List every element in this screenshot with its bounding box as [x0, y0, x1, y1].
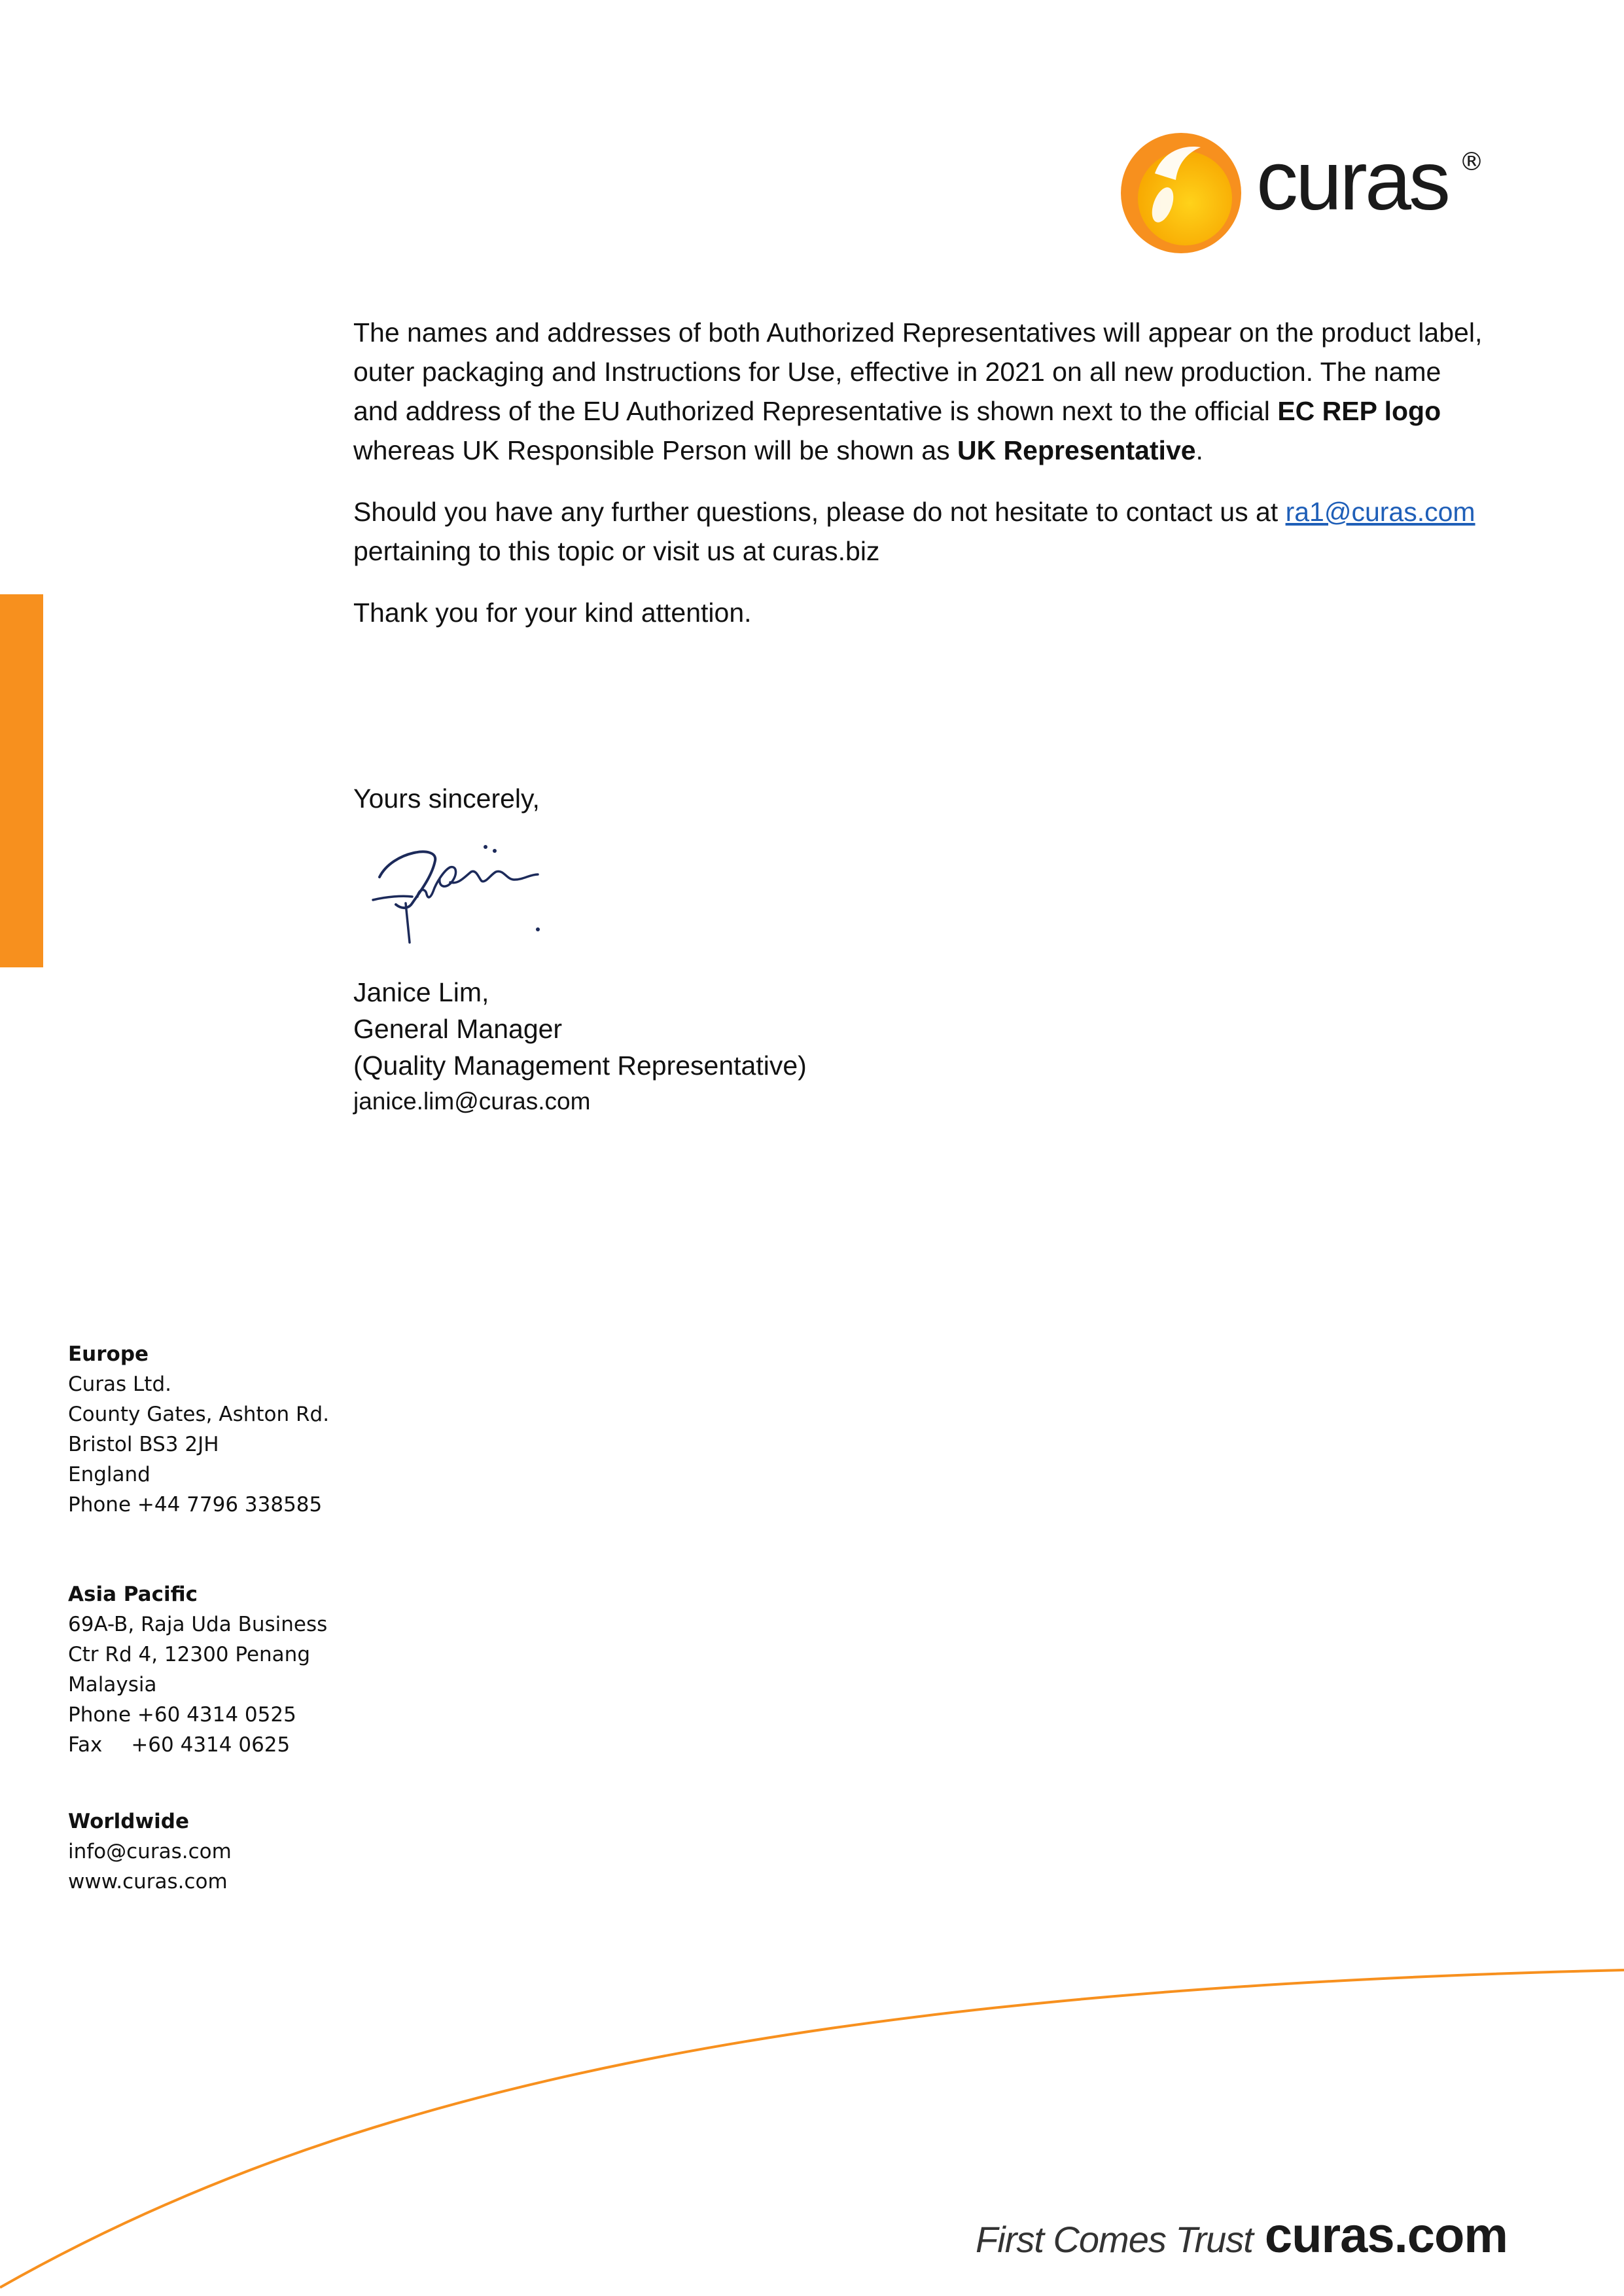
paragraph-representatives: [353, 313, 1492, 470]
address-heading: Europe: [68, 1342, 149, 1366]
p1-text-a: The names and addresses of both Authorized Representatives will appear on the product label, outer packaging and Instructions for Use, effective in 2021 on all new production. The name and address of the EU Authorized Representative is shown next to the official: [353, 317, 1483, 426]
p2-text-b: pertaining to this topic or visit us at curas.biz: [353, 536, 880, 566]
p2-text-a: Should you have any further questions, please do not hesitate to contact us at: [353, 497, 1286, 527]
signatory-email[interactable]: janice.lim@curas.com: [353, 1088, 591, 1115]
ec-rep-logo-bold: EC REP logo: [1277, 396, 1441, 426]
address-worldwide: [68, 1806, 232, 1897]
phone-line: Phone +60 4314 0525: [68, 1703, 296, 1727]
address-line: Ctr Rd 4, 12300 Penang: [68, 1643, 311, 1666]
paragraph-thanks: Thank you for your kind attention.: [353, 598, 752, 628]
paragraph-contact: [353, 492, 1492, 571]
curas-logo: [1116, 128, 1495, 259]
address-europe: [68, 1339, 329, 1520]
signatory-name: Janice Lim,: [353, 977, 489, 1007]
email-line[interactable]: info@curas.com: [68, 1840, 232, 1863]
handwritten-signature: [366, 831, 589, 949]
website-line[interactable]: www.curas.com: [68, 1870, 228, 1893]
p1-text-b: whereas UK Responsible Person will be shown as: [353, 435, 957, 465]
address-heading: Worldwide: [68, 1810, 189, 1833]
drop-logo-icon: [1116, 128, 1253, 259]
address-line: 69A-B, Raja Uda Business: [68, 1613, 328, 1636]
ra1-email-link[interactable]: ra1@curas.com: [1285, 497, 1475, 527]
address-line: England: [68, 1463, 150, 1486]
uk-representative-bold: UK Representative: [957, 435, 1196, 465]
signatory-block: [353, 974, 807, 1119]
signatory-role: (Quality Management Representative): [353, 1050, 807, 1081]
address-asia-pacific: [68, 1579, 327, 1760]
fax-label: Fax: [68, 1733, 103, 1757]
footer-domain: curas.com: [1264, 2208, 1508, 2263]
address-heading: Asia Pacific: [68, 1583, 198, 1606]
side-accent-bar: [0, 594, 43, 967]
address-line: Curas Ltd.: [68, 1372, 171, 1396]
fax-line: [68, 1730, 327, 1760]
fax-value: +60 4314 0625: [131, 1733, 291, 1757]
p1-text-c: .: [1195, 435, 1203, 465]
phone-line: Phone +44 7796 338585: [68, 1493, 323, 1516]
closing-salutation: Yours sincerely,: [353, 783, 540, 814]
address-line: Malaysia: [68, 1673, 157, 1696]
signatory-title: General Manager: [353, 1014, 563, 1044]
registered-mark: ®: [1459, 147, 1484, 176]
logo-wordmark: curas: [1256, 134, 1448, 228]
letter-body: [353, 313, 1492, 655]
address-line: County Gates, Ashton Rd.: [68, 1403, 330, 1426]
address-line: Bristol BS3 2JH: [68, 1433, 219, 1456]
footer-tagline: First Comes Trust: [976, 2219, 1253, 2260]
footer-brand: [976, 2207, 1508, 2264]
